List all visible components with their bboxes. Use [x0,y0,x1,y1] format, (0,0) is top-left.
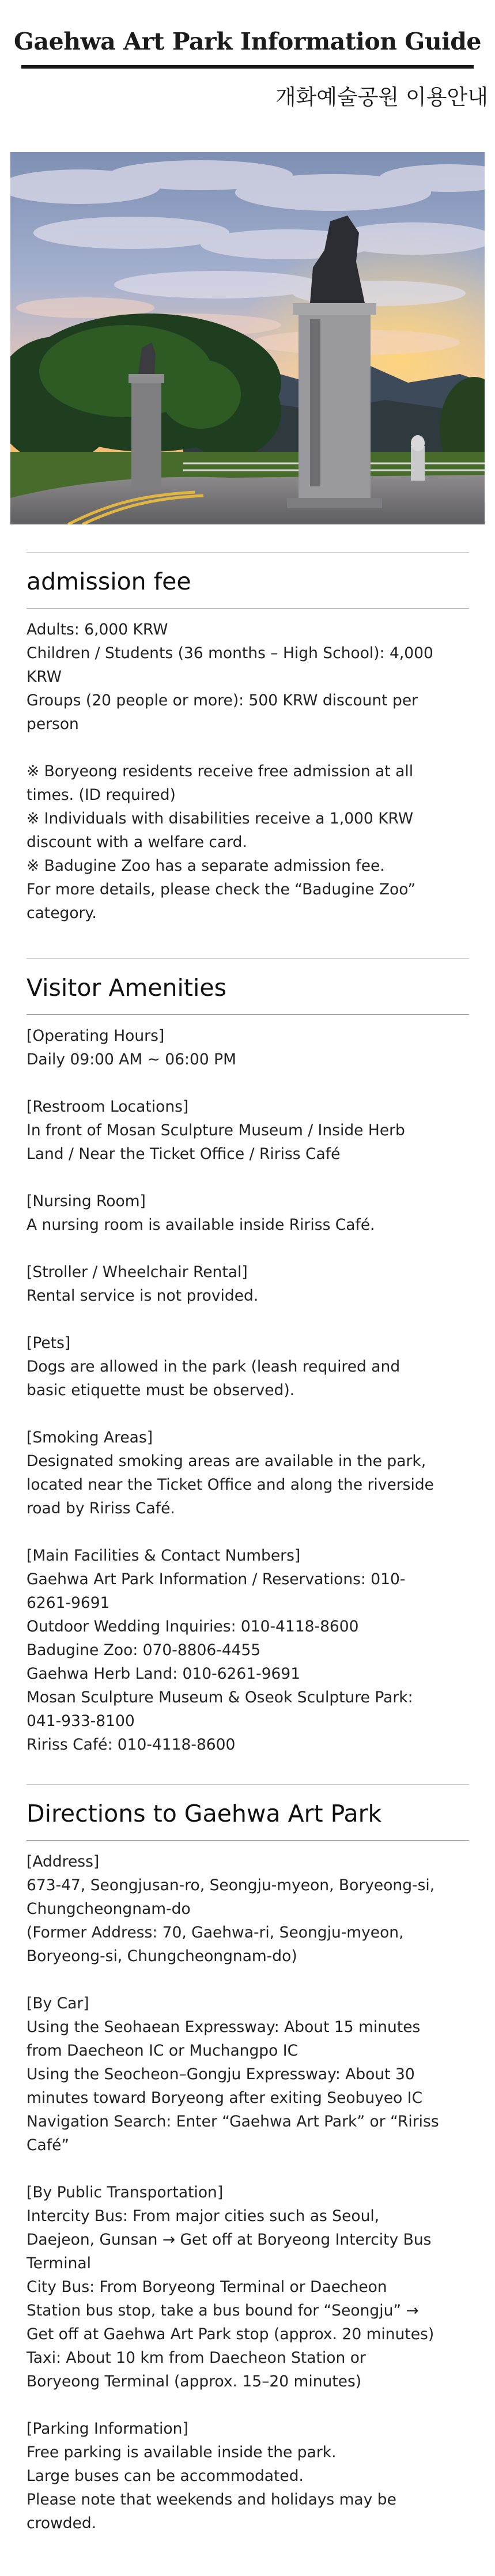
amenities-body [27,1024,469,1757]
info-line: Terminal [27,2254,91,2272]
info-line: Gaehwa Herb Land: 010-6261-9691 [27,1665,301,1683]
info-line: from Daecheon IC or Muchangpo IC [27,2042,298,2060]
info-subheading: [Smoking Areas] [27,1429,153,1446]
info-line: Free parking is available inside the park. [27,2443,337,2461]
section-title-underline [27,1840,469,1841]
info-line: ※ Badugine Zoo has a separate admission fee. [27,857,385,875]
info-line: discount with a welfare card. [27,833,247,851]
admission-title: admission fee [27,568,191,595]
info-line: Badugine Zoo: 070-8806-4455 [27,1641,261,1659]
admission-body [27,618,469,925]
info-line: category. [27,904,97,922]
info-subheading: [Parking Information] [27,2420,188,2438]
info-subheading: [Pets] [27,1334,71,1352]
info-line: Groups (20 people or more): 500 KRW discount per [27,692,418,709]
page-subtitle-korean: 개화예술공원 이용안내 [275,85,488,109]
info-line: Daejeon, Gunsan → Get off at Boryeong Intercity Bus [27,2231,432,2249]
info-line: Children / Students (36 months – High School): 4,000 [27,644,433,662]
paragraph-gap [27,736,469,760]
paragraph-gap [27,1071,469,1095]
info-line: A nursing room is available inside Ririss Café. [27,1216,375,1234]
info-subheading: [Address] [27,1853,100,1871]
paragraph-gap [27,1402,469,1426]
info-line: Gaehwa Art Park Information / Reservations: 010- [27,1570,406,1588]
info-line: City Bus: From Boryeong Terminal or Daecheon [27,2278,387,2296]
info-line: Navigation Search: Enter “Gaehwa Art Park” or “Ririss [27,2113,439,2131]
info-line: Mosan Sculpture Museum & Oseok Sculpture Park: [27,1689,413,1706]
info-line: Large buses can be accommodated. [27,2467,304,2485]
info-line: Boryeong Terminal (approx. 15–20 minutes) [27,2373,362,2390]
info-line: Ririss Café: 010-4118-8600 [27,1736,236,1754]
paragraph-gap [27,1520,469,1544]
directions-section [27,1784,469,2535]
info-subheading: [Operating Hours] [27,1027,165,1045]
info-line: crowded. [27,2514,97,2532]
info-subheading: [Main Facilities & Contact Numbers] [27,1547,301,1565]
info-line: person [27,715,79,733]
info-line: (Former Address: 70, Gaehwa-ri, Seongju-myeon, [27,1924,404,1942]
info-line: minutes toward Boryeong after exiting Seobuyeo IC [27,2089,423,2107]
section-title-underline [27,1014,469,1015]
info-line: Please note that weekends and holidays may be [27,2491,396,2509]
info-line: Outdoor Wedding Inquiries: 010-4118-8600 [27,1618,359,1636]
info-line: located near the Ticket Office and along the riverside [27,1476,434,1494]
info-line: 041-933-8100 [27,1712,135,1730]
info-line: Intercity Bus: From major cities such as Seoul, [27,2207,380,2225]
directions-body [27,1850,469,2535]
page-title: Gaehwa Art Park Information Guide [14,28,481,55]
info-line: Dogs are allowed in the park (leash required and [27,1358,400,1376]
paragraph-gap [27,2393,469,2417]
info-subheading: [Restroom Locations] [27,1098,189,1116]
info-line: ※ Boryeong residents receive free admission at all [27,762,414,780]
info-line: Land / Near the Ticket Office / Ririss Café [27,1145,341,1163]
paragraph-gap [27,1237,469,1260]
paragraph-gap [27,2157,469,2181]
park-photo [10,152,485,524]
info-line: Daily 09:00 AM ~ 06:00 PM [27,1051,236,1068]
info-line: Café” [27,2136,70,2154]
info-line: 6261-9691 [27,1594,110,1612]
info-line: times. (ID required) [27,786,176,804]
info-subheading: [Stroller / Wheelchair Rental] [27,1263,248,1281]
directions-title: Directions to Gaehwa Art Park [27,1800,382,1827]
info-line: In front of Mosan Sculpture Museum / Inside Herb [27,1121,405,1139]
info-line: Chungcheongnam-do [27,1900,191,1918]
info-line: road by Ririss Café. [27,1499,175,1517]
amenities-section [27,958,469,1757]
info-line: Using the Seohaean Expressway: About 15 minutes [27,2018,421,2036]
info-line: Boryeong-si, Chungcheongnam-do) [27,1947,297,1965]
admission-section [27,552,469,925]
info-subheading: [By Public Transportation] [27,2184,224,2201]
info-line: 673-47, Seongjusan-ro, Seongju-myeon, Boryeong-si, [27,1876,435,1894]
section-title-underline [27,608,469,609]
info-line: Using the Seocheon–Gongju Expressway: About 30 [27,2065,415,2083]
info-subheading: [Nursing Room] [27,1192,146,1210]
paragraph-gap [27,1308,469,1331]
title-divider [21,65,474,69]
info-line: Get off at Gaehwa Art Park stop (approx. 20 minutes) [27,2325,434,2343]
paragraph-gap [27,1968,469,1992]
info-line: For more details, please check the “Badugine Zoo” [27,881,416,898]
info-line: ※ Individuals with disabilities receive a 1,000 KRW [27,810,414,828]
info-line: basic etiquette must be observed). [27,1381,295,1399]
paragraph-gap [27,1166,469,1189]
info-line: Taxi: About 10 km from Daecheon Station or [27,2349,366,2367]
info-line: Station bus stop, take a bus bound for “Seongju” → [27,2302,419,2320]
info-line: Designated smoking areas are available in the park, [27,1452,426,1470]
info-subheading: [By Car] [27,1995,89,2012]
info-line: Adults: 6,000 KRW [27,621,168,639]
info-line: KRW [27,668,62,686]
amenities-title: Visitor Amenities [27,974,226,1002]
info-line: Rental service is not provided. [27,1287,259,1305]
